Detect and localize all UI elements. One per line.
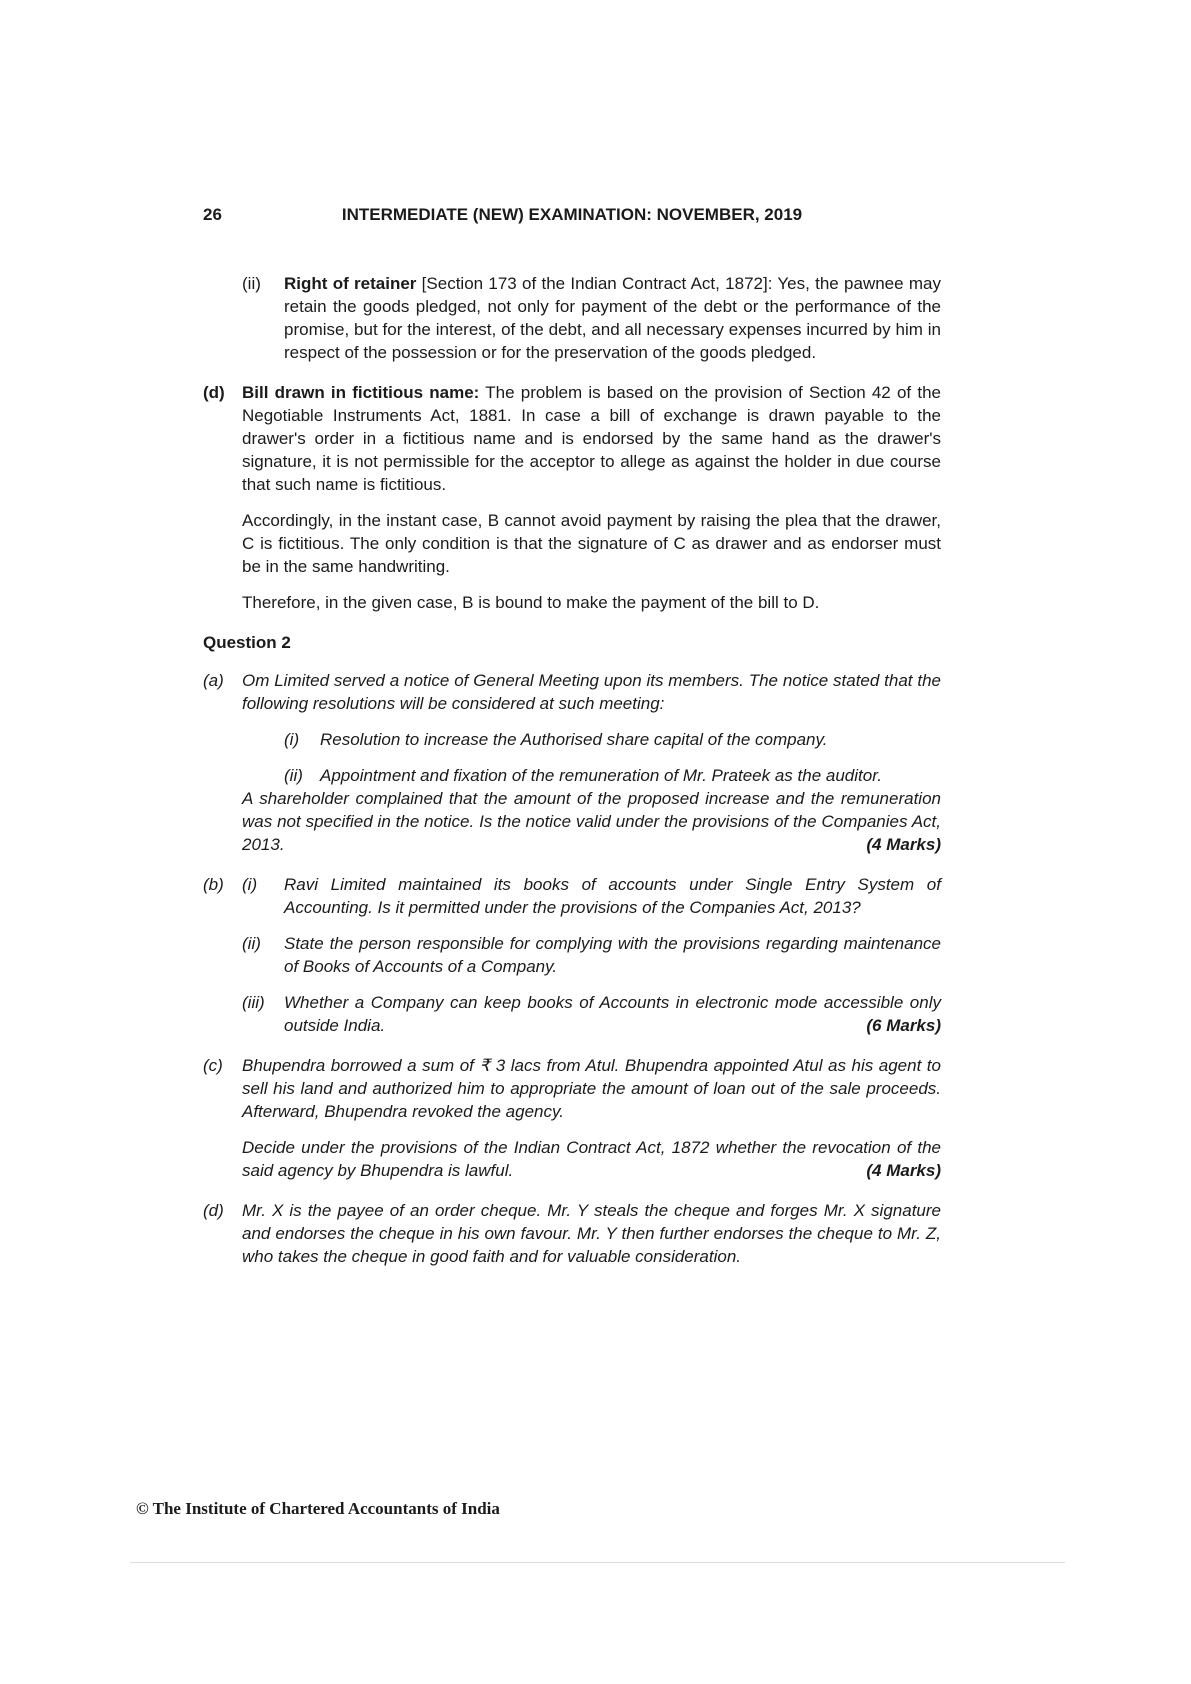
paragraph: [242, 381, 941, 496]
bottom-rule: [130, 1562, 1065, 1563]
question-2b-sub-ii: [242, 932, 941, 978]
answer-item-ii: [242, 272, 941, 364]
paragraph: Bhupendra borrowed a sum of ₹ 3 lacs from Atul. Bhupendra appointed Atul as his agent to sell his land and authorized him to appropriate the amount of loan out of the sale proceeds. Afterward, Bhupendra revoked the agency.: [242, 1056, 941, 1121]
question-2d: [203, 1199, 941, 1268]
lead-text: Right of retainer: [284, 274, 417, 293]
paragraph: [242, 787, 941, 856]
item-label: (b): [203, 875, 224, 894]
paragraph: Therefore, in the given case, B is bound to make the payment of the bill to D.: [242, 593, 820, 612]
question-2a: [203, 669, 941, 856]
answer-item-d: [203, 381, 941, 614]
item-body: [284, 272, 941, 364]
paragraph: [242, 1136, 941, 1182]
item-body: [242, 873, 941, 1037]
sub-item-label: (iii): [242, 993, 265, 1012]
item-body: [242, 381, 941, 614]
question-2b-sub-i: [242, 873, 941, 919]
page-title: INTERMEDIATE (NEW) EXAMINATION: NOVEMBER, 2019: [341, 205, 803, 224]
item-body: [242, 1199, 941, 1268]
paragraph: [284, 991, 941, 1037]
paragraph: Resolution to increase the Authorised share capital of the company.: [320, 730, 828, 749]
paragraph: Ravi Limited maintained its books of accounts under Single Entry System of Accounting. Is it permitted under the provisions of the Companies Act, 2013?: [284, 875, 941, 917]
item-label: (c): [203, 1056, 223, 1075]
item-label: (d): [203, 1201, 224, 1220]
question-2-heading: Question 2: [203, 633, 291, 652]
page-header: [203, 203, 941, 226]
question-2b: [203, 873, 941, 1037]
question-2b-sub-iii: [242, 991, 941, 1037]
page-number: 26: [203, 205, 222, 224]
paragraph: Om Limited served a notice of General Meeting upon its members. The notice stated that the following resolutions will be considered at such meeting:: [242, 671, 941, 713]
sub-item-label: (i): [242, 875, 258, 894]
paragraph: [284, 272, 941, 364]
question-2a-sub-ii: [284, 764, 941, 787]
paragraph: State the person responsible for complying with the provisions regarding maintenance of Books of Accounts of a Company.: [284, 934, 941, 976]
item-label: (d): [203, 383, 225, 402]
paragraph-text: [Section 173 of the Indian Contract Act, 1872]: Yes, the pawnee may retain the goods pledged, not only for payment of the debt or the performance of the promise, but for the interest, of the debt, and all necessary expenses incurred by him in respect of the possession or for the preservation of the goods pledged.: [284, 274, 941, 362]
item-body: [242, 1054, 941, 1182]
marks-badge: (4 Marks): [866, 835, 941, 854]
paragraph: Mr. X is the payee of an order cheque. Mr. Y steals the cheque and forges Mr. X signature and endorses the cheque in his own favour. Mr. Y then further endorses the cheque to Mr. Z, who takes the cheque in good faith and for valuable consideration.: [242, 1201, 941, 1266]
paragraph-text: A shareholder complained that the amount of the proposed increase and the remuneration was not specified in the notice. Is the notice valid under the provisions of the Companies Act, 2013.: [242, 789, 941, 854]
paragraph: Appointment and fixation of the remuneration of Mr. Prateek as the auditor.: [320, 766, 882, 785]
item-body: [242, 669, 941, 856]
item-label: (ii): [242, 274, 261, 293]
sub-item-label: (ii): [284, 766, 303, 785]
paragraph-text: Whether a Company can keep books of Accounts in electronic mode accessible only outside India.: [284, 993, 941, 1035]
marks-badge: (6 Marks): [866, 1016, 941, 1035]
question-2a-sub-i: [284, 728, 941, 751]
paragraph: Accordingly, in the instant case, B cannot avoid payment by raising the plea that the drawer, C is fictitious. The only condition is that the signature of C as drawer and as endorser must be in the same handwriting.: [242, 511, 941, 576]
paragraph-text: The problem is based on the provision of Section 42 of the Negotiable Instruments Act, 1881. In case a bill of exchange is drawn payable to the drawer's order in a fictitious name and is endorsed by the same hand as the drawer's signature, it is not permissible for the acceptor to allege as against the holder in due course that such name is fictitious.: [242, 383, 941, 494]
page-content: [203, 203, 941, 1285]
paragraph-text: Decide under the provisions of the Indian Contract Act, 1872 whether the revocation of the said agency by Bhupendra is lawful.: [242, 1138, 941, 1180]
sub-item-label: (i): [284, 730, 300, 749]
question-2c: [203, 1054, 941, 1182]
marks-badge: (4 Marks): [866, 1161, 941, 1180]
lead-text: Bill drawn in fictitious name:: [242, 383, 480, 402]
item-label: (a): [203, 671, 224, 690]
sub-item-label: (ii): [242, 934, 261, 953]
copyright-footer: © The Institute of Chartered Accountants of India: [136, 1499, 500, 1518]
